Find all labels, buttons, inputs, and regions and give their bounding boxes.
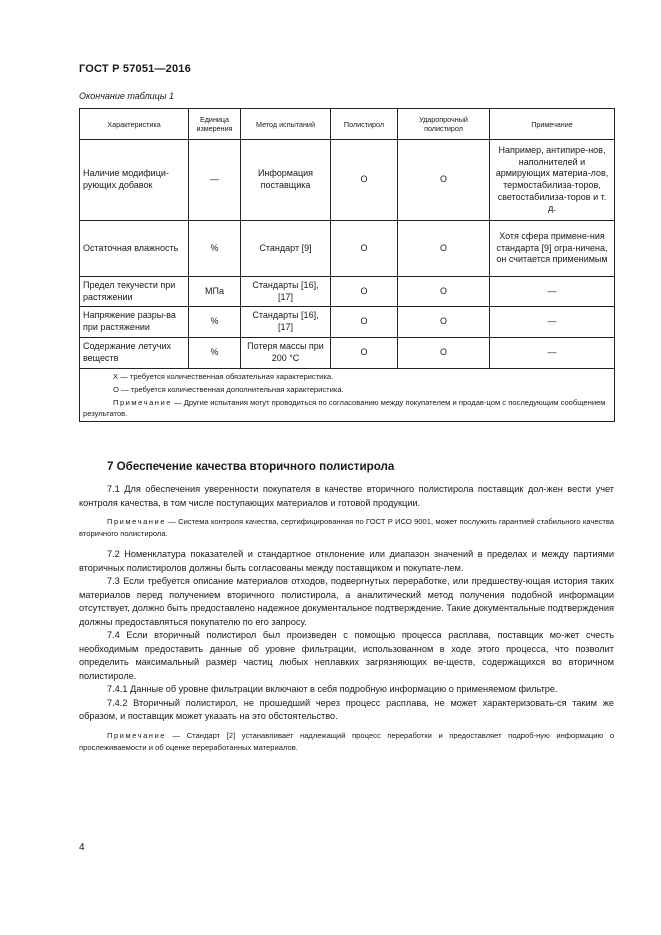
table-header-row: [80, 109, 615, 140]
note-quality-control: [79, 516, 614, 540]
col-header: Примечание: [490, 109, 615, 140]
paragraph-7-4-1: 7.4.1 Данные об уровне фильтрации включают в себя подробную информацию о применяемом фильтре.: [107, 684, 558, 694]
table-cell: Стандарты [16], [17]: [241, 307, 331, 338]
table-row: [80, 277, 615, 307]
table-cell: Наличие модифици-рующих добавок: [80, 140, 189, 221]
table-row: [80, 338, 615, 369]
paragraph-7-1: 7.1 Для обеспечения уверенности покупателя в качестве вторичного полистирола поставщик дол-жен вести учет контроля качества, в том числе поступающих материалов и готовой продукции.: [79, 484, 614, 508]
table-cell: Хотя сфера примене-ния стандарта [9] огра-ничена, он считается применимым: [490, 221, 615, 277]
col-header: Ударопрочный полистирол: [398, 109, 490, 140]
table-cell: %: [189, 307, 241, 338]
table-cell: Стандарты [16], [17]: [241, 277, 331, 307]
note-label: Примечание: [107, 730, 166, 740]
table-cell: O: [398, 338, 490, 369]
characteristics-table: [79, 108, 615, 422]
table-notes: [80, 369, 615, 422]
table-remark: [83, 397, 611, 419]
note-text: — Стандарт [2] устанавливает надлежащий процесс переработки и предоставляет подроб-ную информацию о прослеживаемости и об оценке переработанных материалов.: [79, 730, 614, 752]
paragraph-7-4-2: 7.4.2 Вторичный полистирол, не прошедший через процесс расплава, не может характеризовать-ся таким же образом, и поставщик может указать на это обстоятельство.: [79, 697, 614, 721]
table-cell: Стандарт [9]: [241, 221, 331, 277]
table-cell: —: [189, 140, 241, 221]
table-cell: %: [189, 338, 241, 369]
x-legend: X — требуется количественная обязательная характеристика.: [113, 372, 334, 381]
table-cell: Предел текучести при растяжении: [80, 277, 189, 307]
col-header: Единица измерения: [189, 109, 241, 140]
paragraph-7-4: 7.4 Если вторичный полистирол был произведен с помощью процесса расплава, поставщик мо-жет счесть необходимым предоставить данные об уровне фильтрации, использованном в ходе этого процесса, что позволит определить максимальный размер частиц любых неплавких загрязняющих ве-ществ, содержащихся во вторичном полистироле.: [79, 630, 614, 681]
table-cell: O: [331, 221, 398, 277]
table-cell: O: [398, 140, 490, 221]
o-legend: O — требуется количественная дополнительная характеристика.: [113, 385, 344, 394]
table-cell: O: [398, 277, 490, 307]
table-cell: Остаточная влажность: [80, 221, 189, 277]
remark-label: Примечание: [113, 398, 172, 407]
table-cell: —: [490, 307, 615, 338]
table-cell: Информация поставщика: [241, 140, 331, 221]
table-cell: Содержание летучих веществ: [80, 338, 189, 369]
table-cell: O: [398, 221, 490, 277]
document-header: ГОСТ Р 57051—2016: [79, 63, 191, 75]
table-cell: %: [189, 221, 241, 277]
table-cell: Потеря массы при 200 °C: [241, 338, 331, 369]
note-recycling-standard: [79, 730, 614, 754]
table-cell: —: [490, 277, 615, 307]
table-cell: O: [331, 277, 398, 307]
table-notes-row: [80, 369, 615, 422]
table-cell: МПа: [189, 277, 241, 307]
section-title: 7 Обеспечение качества вторичного полистирола: [107, 460, 395, 473]
table-row: [80, 307, 615, 338]
col-header: Метод испытаний: [241, 109, 331, 140]
remark-text: — Другие испытания могут проводиться по согласованию между покупателем и продав-цом с последующим сообщением результатов.: [83, 398, 606, 418]
note-text: — Система контроля качества, сертифицированная по ГОСТ Р ИСО 9001, может послужить гарантией стабильного качества вторичного полистирола.: [79, 517, 614, 538]
table-row: [80, 221, 615, 277]
col-header: Полистирол: [331, 109, 398, 140]
page-number: 4: [79, 842, 85, 853]
table-cell: O: [331, 140, 398, 221]
table-cell: O: [398, 307, 490, 338]
table-cell: —: [490, 338, 615, 369]
paragraph-7-3: 7.3 Если требуется описание материалов отходов, подвергнутых переработке, или предшеству-ющая история таких материалов перед получением вторичного полистирола, а аналитический метод получения подобной информации отсутствует, должно быть предоставлено надежное документальное подтверждение. Такие документальные подтверждения должны предоставляться покупателю по его запросу.: [79, 576, 614, 627]
table-cell: Например, антипире-нов, наполнителей и армирующих материа-лов, термостабилиза-торов, светостабилиза-торов и т. д.: [490, 140, 615, 221]
col-header: Характеристика: [80, 109, 189, 140]
table-caption: Окончание таблицы 1: [79, 91, 174, 101]
table-cell: Напряжение разры-ва при растяжении: [80, 307, 189, 338]
table-row: [80, 140, 615, 221]
table-cell: O: [331, 338, 398, 369]
note-label: Примечание: [107, 517, 166, 526]
section-body: [79, 483, 614, 762]
table-cell: O: [331, 307, 398, 338]
paragraph-7-2: 7.2 Номенклатура показателей и стандартное отклонение или диапазон значений в пределах и между партиями вторичных полистиролов должны быть согласованы между поставщиком и покупате-лем.: [79, 549, 614, 573]
